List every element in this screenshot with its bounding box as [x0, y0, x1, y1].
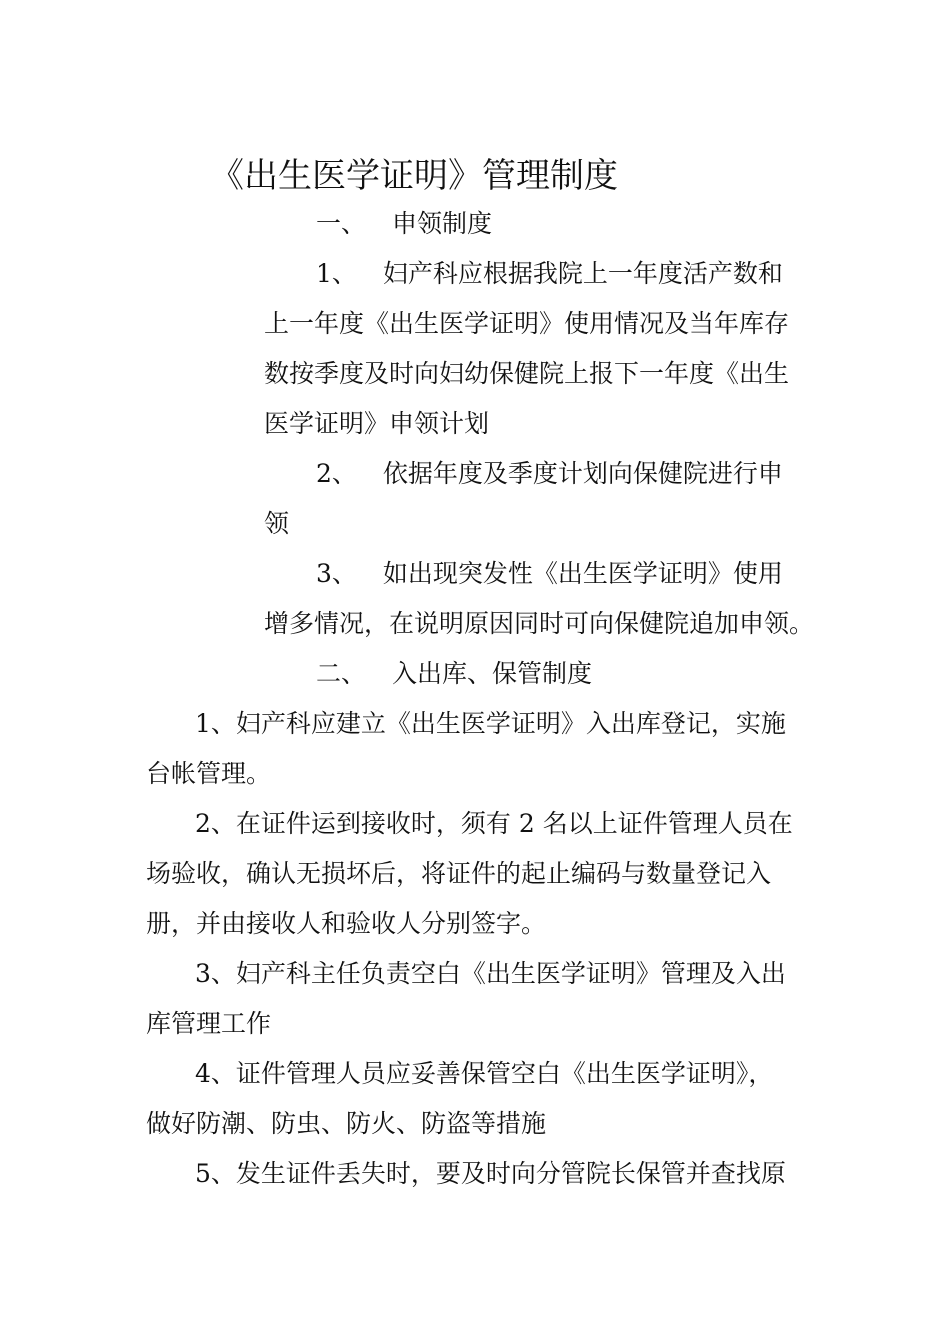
- paragraph-line: 册，并由接收人和验收人分别签字。: [146, 909, 547, 938]
- item-number: 2、: [316, 459, 357, 488]
- section-number: 二、: [316, 659, 367, 688]
- paragraph-line: 领: [264, 509, 290, 538]
- paragraph-line: 库管理工作: [146, 1009, 272, 1038]
- paragraph-line: 场验收，确认无损坏后，将证件的起止编码与数量登记入: [146, 859, 772, 888]
- paragraph-line: 做好防潮、防虫、防火、防盗等措施: [146, 1109, 547, 1138]
- paragraph-line: 1、妇产科应建立《出生医学证明》入出库登记，实施: [195, 709, 786, 738]
- paragraph-line: 医学证明》申领计划: [264, 409, 490, 438]
- paragraph-line: 4、证件管理人员应妥善保管空白《出生医学证明》，: [195, 1059, 774, 1088]
- section-title: 入出库、保管制度: [392, 659, 593, 688]
- item-number: 3、: [316, 559, 357, 588]
- item-number: 1、: [316, 259, 357, 288]
- section-2-heading: [316, 654, 592, 694]
- paragraph-line: 3、 如出现突发性《出生医学证明》使用: [316, 559, 783, 588]
- paragraph-line: 数按季度及时向妇幼保健院上报下一年度《出生: [264, 359, 790, 388]
- paragraph-line: 2、在证件运到接收时，须有 2 名以上证件管理人员在: [195, 809, 793, 838]
- paragraph-line: 2、 依据年度及季度计划向保健院进行申: [316, 459, 783, 488]
- paragraph-line: 上一年度《出生医学证明》使用情况及当年库存: [264, 309, 790, 338]
- paragraph-line: 台帐管理。: [146, 759, 272, 788]
- paragraph-line: 1、 妇产科应根据我院上一年度活产数和: [316, 259, 783, 288]
- section-number: 一、: [316, 209, 367, 238]
- section-title: 申领制度: [392, 209, 493, 238]
- section-1-heading: [316, 204, 492, 244]
- paragraph-line: 3、妇产科主任负责空白《出生医学证明》管理及入出: [195, 959, 786, 988]
- paragraph-line: 增多情况，在说明原因同时可向保健院追加申领。: [264, 609, 815, 638]
- document-title: 《出生医学证明》管理制度: [210, 156, 618, 196]
- paragraph-line: 5、发生证件丢失时，要及时向分管院长保管并查找原: [195, 1159, 786, 1188]
